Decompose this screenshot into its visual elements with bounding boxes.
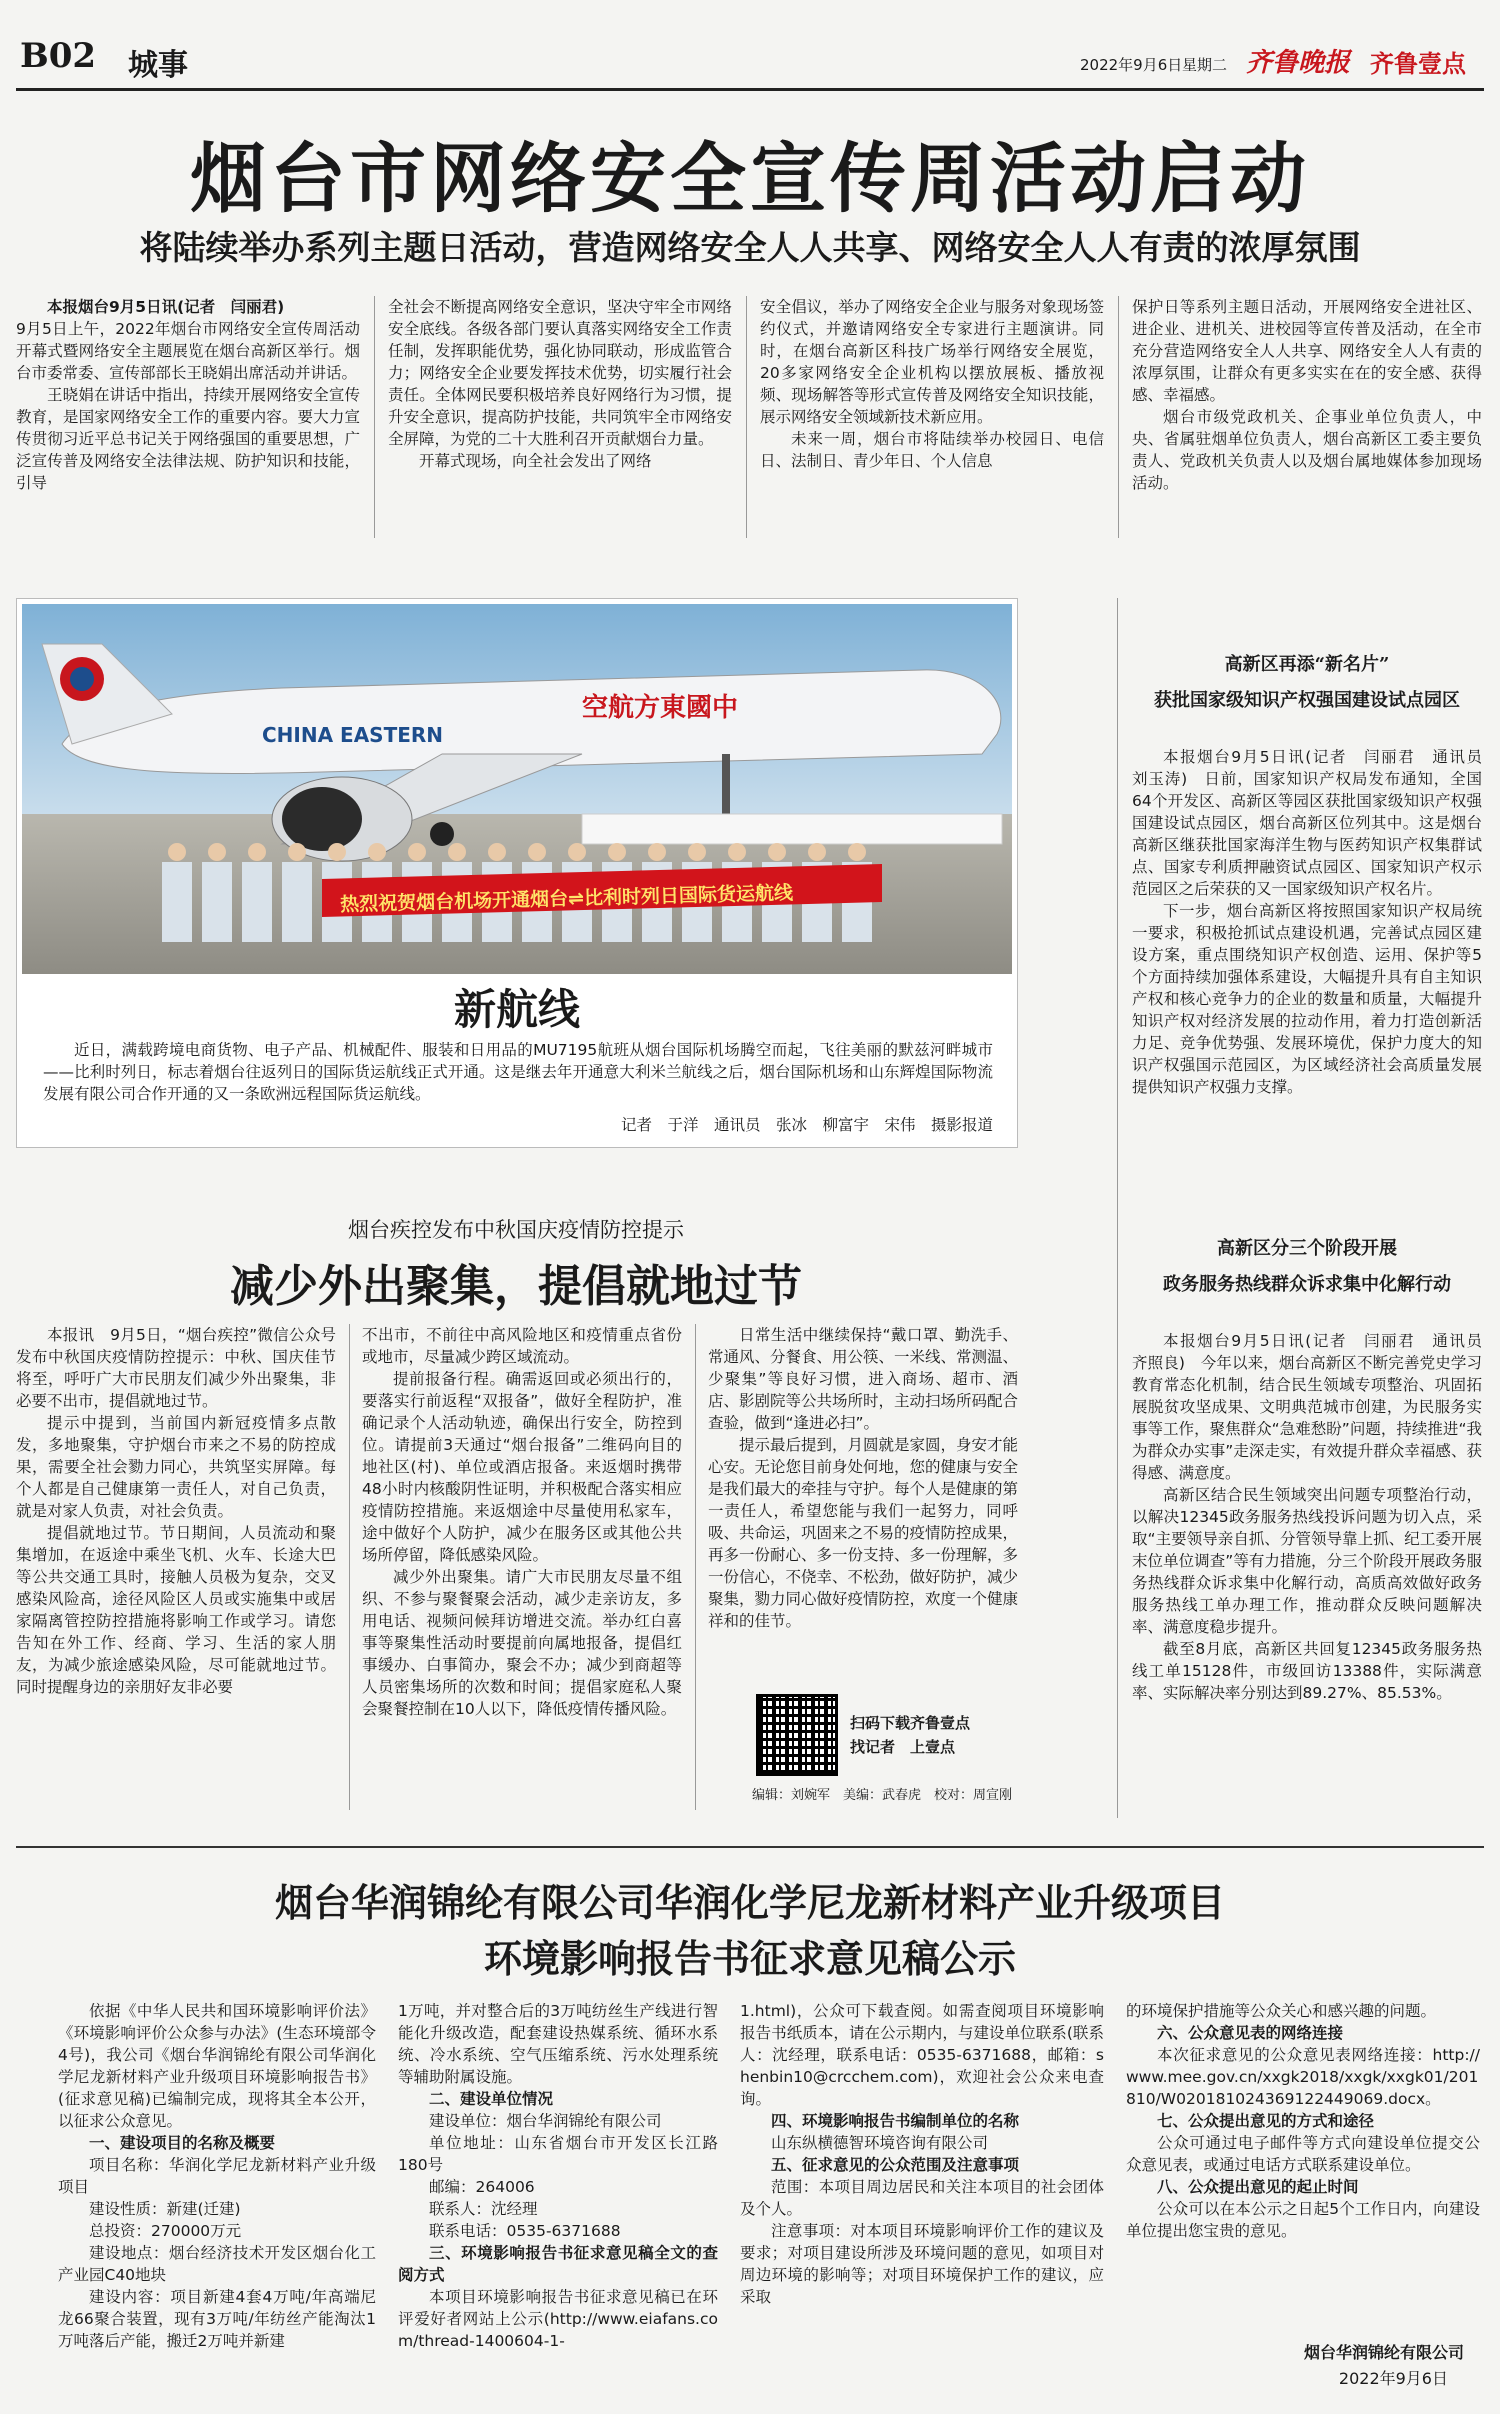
notice-paragraph: 联系人：沈经理 (429, 2200, 538, 2218)
notice-paragraph: 建设地点：烟台经济技术开发区烟台化工产业园C40地块 (58, 2244, 376, 2284)
main-paragraph: 9月5日上午，2022年烟台市网络安全宣传周活动开幕式暨网络安全主题展览在烟台高新区举行。烟台市委常委、宣传部部长王晓娟出席活动并讲话。 (16, 320, 360, 382)
column-divider (1118, 296, 1119, 538)
main-paragraph: 全社会不断提高网络安全意识，坚决守牢全市网络安全底线。各级各部门要认真落实网络安全工作责任制，发挥职能优势，强化协同联动，形成监管合力；网络安全企业要发挥技术优势，切实履行社会责任。全体网民要积极培养良好网络行为习惯，提升安全意识，提高防护技能，共同筑牢全市网络安全屏障，为党的二十大胜利召开贡献烟台力量。 (388, 298, 732, 448)
notice-paragraph: 联系电话：0535-6371688 (429, 2222, 621, 2240)
photo-title: 新航线 (453, 985, 580, 1034)
side2-body (1132, 1330, 1498, 1796)
notice-column-4 (1126, 2000, 1480, 2320)
notice-heading: 八、公众提出意见的起止时间 (1157, 2178, 1359, 2196)
notice-paragraph: 建设单位：烟台华润锦纶有限公司 (429, 2112, 662, 2130)
epidemic-paragraph: 提倡就地过节。节日期间，人员流动和聚集增加，在返途中乘坐飞机、火车、长途大巴等公共交通工具时，接触人员极为复杂，交叉感染风险高，途径风险区人员或实施集中或居家隔离管控防控措施将影响工作或学习。请您告知在外工作、经商、学习、生活的家人朋友，为减少旅途感染风险，尽可能就地过节。同时提醒身边的亲朋好友非必要 (16, 1524, 336, 1696)
brand-logo-qilu-yidian: 齐鲁壹点 (1370, 50, 1466, 78)
notice-paragraph: 公众可以在本公示之日起5个工作日内，向建设单位提出您宝贵的意见。 (1126, 2200, 1480, 2240)
notice-paragraph: 依据《中华人民共和国环境影响评价法》《环境影响评价公众参与办法》(生态环境部令4号)，我公司《烟台华润锦纶有限公司华润化学尼龙新材料产业升级项目环境影响报告书》(征求意见稿)已编制完成，现将其全本公开，以征求公众意见。 (58, 2002, 376, 2130)
notice-heading: 三、环境影响报告书征求意见稿全文的查阅方式 (398, 2244, 718, 2284)
epidemic-column-3 (708, 1324, 1018, 1690)
notice-column-1 (58, 2000, 376, 2370)
photo-feature-box (16, 598, 1018, 1148)
editor-credits: 编辑：刘婉军 美编：武春虎 校对：周宣刚 (752, 1788, 1013, 1803)
page-number: B02 (20, 36, 97, 76)
section-name: 城事 (128, 48, 188, 83)
side1-paragraph: 下一步，烟台高新区将按照国家知识产权局统一要求，积极抢抓试点建设机遇，完善试点园区建设方案，重点围绕知识产权创造、运用、保护等5个方面持续加强体系建设，大幅提升具有自主知识产权和核心竞争力的企业的数量和质量，大幅提升知识产权对经济发展的拉动作用，着力打造创新活力足、竞争优势强、发展环境优，保护力度大的知识产权强国示范园区，为区域经济社会高质量发展提供知识产权强力支撑。 (1132, 902, 1482, 1096)
notice-paragraph: 公众可通过电子邮件等方式向建设单位提交公众意见表，或通过电话方式联系建设单位。 (1126, 2134, 1480, 2174)
notice-paragraph: 本次征求意见的公众意见表网络连接：http://www.mee.gov.cn/xxgk2018/xxgk/xxgk01/201810/W020181024369122449069.docx。 (1126, 2046, 1480, 2108)
notice-paragraph: 1.html)，公众可下载查阅。如需查阅项目环境影响报告书纸质本，请在公示期内，与建设单位联系(联系人：沈经理，联系电话：0535-6371688，邮箱：shenbin10@crcchem.com)，欢迎社会公众来电查询。 (740, 2002, 1104, 2108)
brand-logo-qilu-wanbao: 齐鲁晚报 (1246, 48, 1351, 78)
photo-credit: 记者 于洋 通讯员 张冰 柳富宇 宋伟 摄影报道 (620, 1116, 993, 1134)
notice-heading: 五、征求意见的公众范围及注意事项 (771, 2156, 1020, 2174)
main-paragraph: 未来一周，烟台市将陆续举办校园日、电信日、法制日、青少年日、个人信息 (760, 430, 1104, 470)
side2-paragraph: 截至8月底，高新区共回复12345政务服务热线工单15128件，市级回访13388件，实际满意率、实际解决率分别达到89.27%、85.53%。 (1132, 1640, 1482, 1702)
column-divider (349, 1324, 350, 1810)
notice-heading: 七、公众提出意见的方式和途径 (1157, 2112, 1375, 2130)
notice-column-3 (740, 2000, 1104, 2370)
epidemic-paragraph: 本报讯 9月5日，“烟台疾控”微信公众号发布中秋国庆疫情防控提示：中秋、国庆佳节将至，呼吁广大市民朋友们减少外出聚集，非必要不出市，提倡就地过节。 (16, 1326, 336, 1410)
main-paragraph: 开幕式现场，向全社会发出了网络 (419, 452, 652, 470)
plane-livery-text-cn: 空航方東國中 (582, 693, 739, 723)
notice-top-rule (16, 1846, 1484, 1848)
notice-paragraph: 邮编：264006 (429, 2178, 535, 2196)
notice-heading: 二、建设单位情况 (429, 2090, 554, 2108)
notice-paragraph: 建设性质：新建(迁建) (89, 2200, 241, 2218)
notice-paragraph: 注意事项：对本项目环境影响评价工作的建议及要求；对项目建设所涉及环境问题的意见，如项目对周边环境的影响等；对项目环境保护工作的建议，应采取 (740, 2222, 1104, 2306)
column-divider (746, 296, 747, 538)
notice-paragraph: 总投资：270000万元 (89, 2222, 242, 2240)
notice-paragraph: 的环境保护措施等公众关心和感兴趣的问题。 (1126, 2002, 1437, 2020)
notice-paragraph: 范围：本项目周边居民和关注本项目的社会团体及个人。 (740, 2178, 1104, 2218)
photo-caption: 近日，满载跨境电商货物、电子产品、机械配件、服装和日用品的MU7195航班从烟台国际机场腾空而起，飞往美丽的默兹河畔城市——比利时列日，标志着烟台往返列日的国际货运航线正式开通。这是继去年开通意大利米兰航线之后，烟台国际机场和山东辉煌国际物流发展有限公司合作开通的又一条欧洲远程国际货运航线。 (43, 1041, 993, 1103)
side1-kicker: 高新区再添“新名片” (1224, 654, 1390, 675)
main-subheadline: 将陆续举办系列主题日活动，营造网络安全人人共享、网络安全人人有责的浓厚氛围 (139, 228, 1361, 267)
epidemic-paragraph: 提前报备行程。确需返回或必须出行的，要落实行前返程“双报备”，做好全程防护，准确记录个人活动轨迹，确保出行安全，防控到位。请提前3天通过“烟台报备”二维码向目的地社区(村)、单位或酒店报备。来返烟时携带48小时内核酸阴性证明，并积极配合落实相应疫情防控措施。来返烟途中尽量使用私家车，途中做好个人防护，减少在服务区或其他公共场所停留，降低感染风险。 (362, 1370, 682, 1564)
epidemic-column-2 (362, 1324, 682, 1810)
epidemic-paragraph: 减少外出聚集。请广大市民朋友尽量不组织、不参与聚餐聚会活动，减少走亲访友，多用电话、视频问候拜访增进交流。举办红白喜事等聚集性活动时要提前向属地报备，提倡红事缓办、白事简办，聚会不办；减少到商超等人员密集场所的次数和时间；提倡家庭私人聚会聚餐控制在10人以下，降低疫情传播风险。 (362, 1568, 682, 1718)
side2-paragraph: 高新区结合民生领域突出问题专项整治行动，以解决12345政务服务热线投诉问题为切入点，采取“主要领导亲自抓、分管领导靠上抓、纪工委开展末位单位调查”等有力措施，分三个阶段开展政务服务热线群众诉求集中化解行动，高质高效做好政务服务热线工单办理工作，推动群众反映问题解决率、满意度稳步提升。 (1132, 1486, 1482, 1636)
header-rule (16, 88, 1484, 91)
notice-column-2 (398, 2000, 718, 2370)
notice-heading: 四、环境影响报告书编制单位的名称 (771, 2112, 1020, 2130)
notice-paragraph: 项目名称：华润化学尼龙新材料产业升级项目 (58, 2156, 376, 2196)
main-paragraph: 烟台市级党政机关、企事业单位负责人，中央、省属驻烟单位负责人，烟台高新区工委主要负责人、党政机关负责人以及烟台属地媒体参加现场活动。 (1132, 408, 1482, 492)
main-column-3 (760, 296, 1104, 540)
notice-heading: 六、公众意见表的网络连接 (1157, 2024, 1344, 2042)
epidemic-paragraph: 不出市，不前往中高风险地区和疫情重点省份或地市，尽量减少跨区域流动。 (362, 1326, 682, 1366)
epidemic-paragraph: 日常生活中继续保持“戴口罩、勤洗手、常通风、分餐食、用公筷、一米线、常测温、少聚集”等良好习惯，进入商场、超市、酒店、影剧院等公共场所时，主动扫场所码配合查验，做到“逢进必扫”。 (708, 1326, 1019, 1432)
airport-photo (22, 604, 1012, 974)
column-divider (1117, 598, 1118, 1818)
side2-kicker: 高新区分三个阶段开展 (1217, 1238, 1397, 1259)
side1-paragraph: 本报烟台9月5日讯(记者 闫丽君 通讯员 刘玉涛) 日前，国家知识产权局发布通知，全国64个开发区、高新区等园区获批国家级知识产权强国建设试点园区，烟台高新区位列其中。这是烟台高新区继获批国家海洋生物与医药知识产权集群试点、国家专利质押融资试点园区、国家知识产权示范园区之后荣获的又一国家级知识产权名片。 (1132, 748, 1498, 898)
epidemic-headline: 减少外出聚集，提倡就地过节 (230, 1261, 802, 1312)
main-paragraph: 安全倡议，举办了网络安全企业与服务对象现场签约仪式，并邀请网络安全专家进行主题演讲。同时，在烟台高新区科技广场举行网络安全展览，20多家网络安全企业机构以摆放展板、播放视频、现场解答等形式宣传普及网络安全知识技能，展示网络安全领域新技术新应用。 (760, 298, 1104, 426)
epidemic-column-1 (16, 1324, 336, 1810)
notice-heading: 一、建设项目的名称及概要 (89, 2134, 276, 2152)
notice-sign-date: 2022年9月6日 (1338, 2369, 1448, 2388)
epidemic-paragraph: 提示中提到，当前国内新冠疫情多点散发，多地聚集，守护烟台市来之不易的防控成果，需要全社会勠力同心，共筑坚实屏障。每个人都是自己健康第一责任人，对自己负责，就是对家人负责，对社会负责。 (16, 1414, 336, 1520)
qr-code-icon[interactable] (756, 1694, 838, 1776)
notice-paragraph: 本项目环境影响报告书征求意见稿已在环评爱好者网站上公示(http://www.eiafans.com/thread-1400604-1- (398, 2288, 718, 2350)
main-paragraph: 王晓娟在讲话中指出，持续开展网络安全宣传教育，是国家网络安全工作的重要内容。要大力宣传贯彻习近平总书记关于网络强国的重要思想，广泛宣传普及网络安全法律法规、防护知识和技能，引导 (16, 386, 360, 492)
main-column-4 (1132, 296, 1482, 540)
qr-caption-2: 找记者 上壹点 (850, 1738, 956, 1756)
header-date: 2022年9月6日 (1080, 56, 1183, 74)
notice-paragraph: 建设内容：项目新建4套4万吨/年高端尼龙66聚合装置，现有3万吨/年纺丝产能淘汰1万吨落后产能，搬迁2万吨并新建 (58, 2288, 376, 2350)
notice-paragraph: 山东纵横德智环境咨询有限公司 (771, 2134, 989, 2152)
epidemic-paragraph: 提示最后提到，月圆就是家圆，身安才能心安。无论您目前身处何地，您的健康与安全是我们最大的牵挂与守护。每个人是健康的第一责任人，希望您能与我们一起努力，同呼吸、共命运，巩固来之不易的疫情防控成果，再多一份耐心、多一份支持、多一份理解，多一份信心，不侥幸、不松劲，做好防护，减少聚集，勠力同心做好疫情防控，欢度一个健康祥和的佳节。 (708, 1436, 1019, 1630)
main-column-2 (388, 296, 732, 540)
notice-signer: 烟台华润锦纶有限公司 (1303, 2343, 1464, 2362)
qr-caption-1: 扫码下载齐鲁壹点 (850, 1714, 971, 1732)
side2-title: 政务服务热线群众诉求集中化解行动 (1163, 1274, 1451, 1295)
column-divider (695, 1324, 696, 1810)
main-paragraph: 保护日等系列主题日活动，开展网络安全进社区、进企业、进机关、进校园等宣传普及活动，在全市充分营造网络安全人人共享、网络安全人人有责的浓厚氛围，让群众有更多实实在在的安全感、获得感、幸福感。 (1132, 298, 1482, 404)
photo-banner-text: 热烈祝贺烟台机场开通烟台⇌比利时列日国际货运航线 (339, 882, 794, 916)
side2-paragraph: 本报烟台9月5日讯(记者 闫丽君 通讯员 齐照良) 今年以来，烟台高新区不断完善党史学习教育常态化机制，结合民生领域专项整治、巩固拓展脱贫攻坚成果、文明典范城市创建，为民服务实事等工作，聚焦群众“急难愁盼”问题，持续推进“我为群众办实事”走深走实，有效提升群众幸福感、获得感、满意度。 (1132, 1332, 1498, 1482)
notice-paragraph: 单位地址：山东省烟台市开发区长江路180号 (398, 2134, 718, 2174)
column-divider (374, 296, 375, 538)
notice-title-line-2: 环境影响报告书征求意见稿公示 (483, 1936, 1016, 1981)
notice-paragraph: 1万吨，并对整合后的3万吨纺丝生产线进行智能化升级改造，配套建设热媒系统、循环水系统、冷水系统、空气压缩系统、污水处理系统等辅助附属设施。 (398, 2002, 718, 2086)
epidemic-kicker: 烟台疾控发布中秋国庆疫情防控提示 (348, 1218, 684, 1242)
plane-livery-text-en: CHINA EASTERN (262, 723, 444, 747)
notice-title-line-1: 烟台华润锦纶有限公司华润化学尼龙新材料产业升级项目 (274, 1880, 1225, 1925)
main-dateline: 本报烟台9月5日讯(记者 闫丽君) (47, 298, 285, 316)
main-headline: 烟台市网络安全宣传周活动启动 (190, 134, 1310, 223)
side1-body (1132, 746, 1498, 1176)
side1-title: 获批国家级知识产权强国建设试点园区 (1154, 690, 1460, 711)
main-column-1 (16, 296, 360, 540)
header-weekday: 星期二 (1182, 56, 1228, 74)
